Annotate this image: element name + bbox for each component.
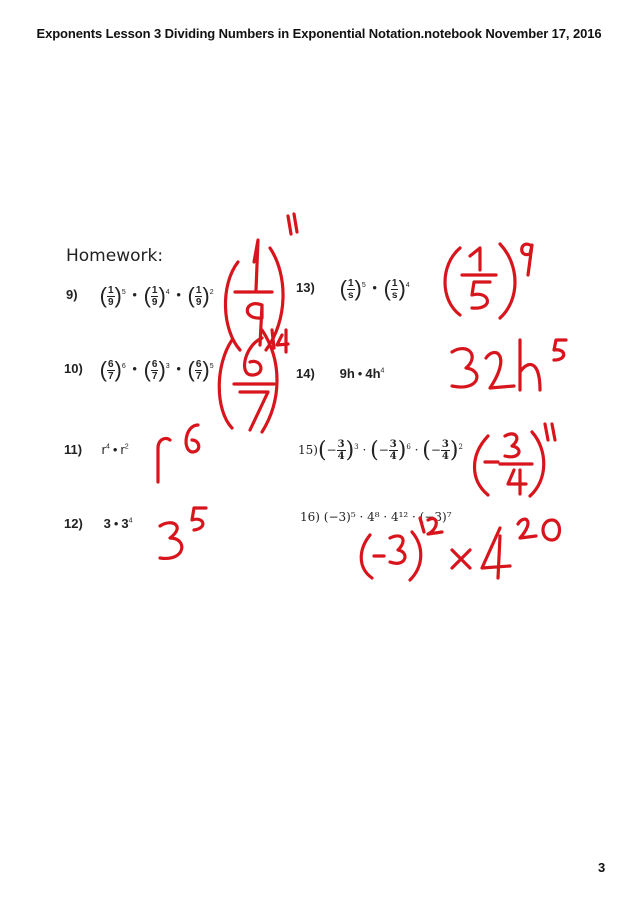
problem-14: 14) 9h • $4h^4$ xyxy=(296,366,385,381)
answer-15 xyxy=(475,424,556,496)
problem-number: 16) xyxy=(300,510,320,524)
problem-16-expression: (−3)⁵ · 4⁸ · 4¹² · (−3)⁷ xyxy=(323,510,452,524)
answer-16 xyxy=(361,518,559,580)
problem-number: 12) xyxy=(64,516,83,531)
problem-number: 15) xyxy=(298,443,318,457)
answer-10 xyxy=(219,330,288,432)
problem-10: 10) ( $\frac{6}{7}$ )$^6$ • ( $\frac{6}{7}$ )$^3$ • ( $\frac{6}{7}$ )$^5$ xyxy=(64,357,214,382)
problem-number: 11) xyxy=(64,442,83,457)
answer-13 xyxy=(445,244,532,318)
answer-12 xyxy=(160,508,206,558)
problem-13: 13) ( $\frac{1}{s}$ )$^5$ • ( $\frac{1}{s}$ )$^4$ xyxy=(296,276,410,301)
problem-11: 11) $r^4$ • $r^2$ xyxy=(64,442,129,457)
problem-16 xyxy=(300,510,452,524)
problem-12: 12) 3 • $3^4$ xyxy=(64,516,133,531)
answer-14 xyxy=(452,340,566,390)
homework-title: Homework: xyxy=(66,246,164,266)
answer-11 xyxy=(158,425,199,482)
problem-number: 13) xyxy=(296,280,315,296)
problem-number: 10) xyxy=(64,361,83,377)
problem-9: 9) ( $\frac{1}{9}$ )$^5$ • ( $\frac{1}{9}$ )$^4$ • ( $\frac{1}{9}$ )$^2$ xyxy=(66,283,214,308)
page-number: 3 xyxy=(598,860,606,875)
page-header: Exponents Lesson 3 Dividing Numbers in Exponential Notation.notebook November 17, 2016 xyxy=(36,26,602,41)
problem-15: 15)(− $\frac{3}{4}$ )$^3$ · (− $\frac{3}{4}$ )$^6$ · (− $\frac{3}{4}$ )$^2$ xyxy=(298,438,463,463)
answer-9 xyxy=(225,214,297,350)
problem-number: 14) xyxy=(296,366,315,381)
problem-number: 9) xyxy=(66,287,78,303)
